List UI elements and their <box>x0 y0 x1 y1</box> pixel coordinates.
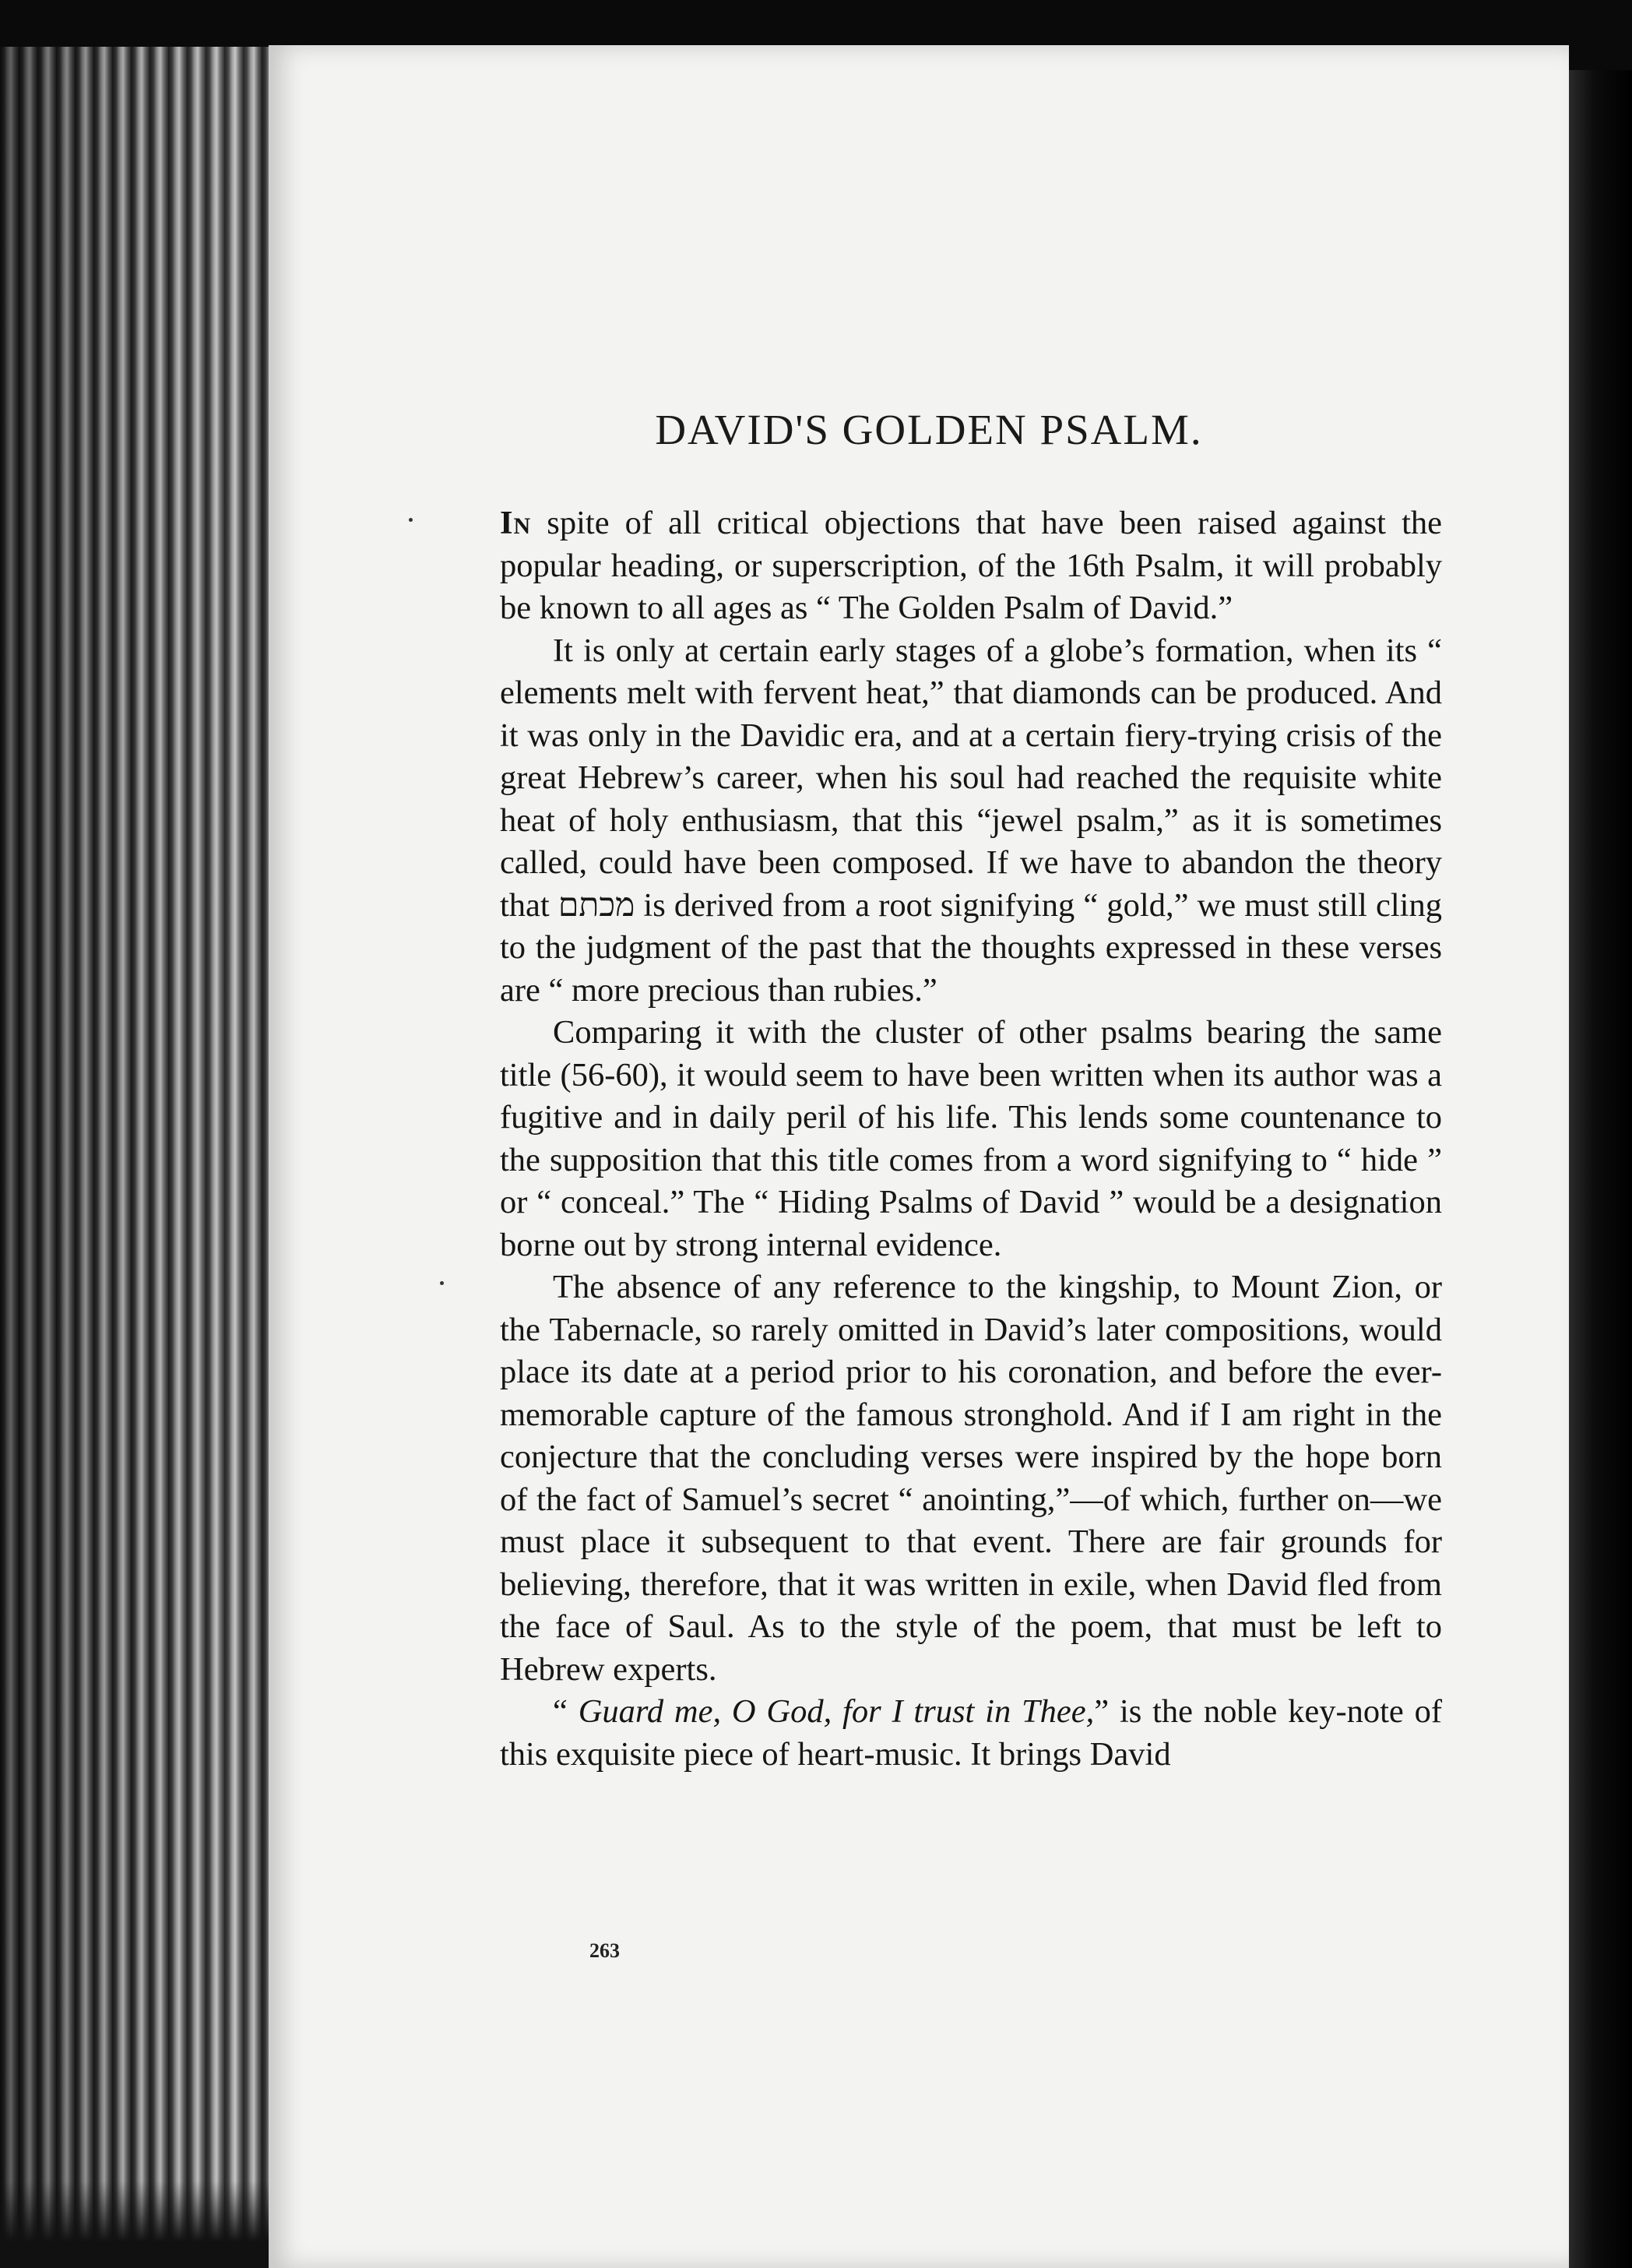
book-edge-shadow <box>0 2181 269 2268</box>
drop-cap: In <box>500 505 532 541</box>
body-text <box>500 502 1442 1776</box>
page-number: 263 <box>589 1939 620 1962</box>
paragraph-2: It is only at certain early stages of a globe’s formation, when its “ elements melt with fervent heat,” that diamonds can be produced. And it was only in the Davidic era, and at a certain fiery-trying crisis of the great Hebrew’s career, when his soul had reached the requisite white heat of holy enthusiasm, that this “jewel psalm,” as it is sometimes called, could have been composed. If we have to abandon the theory that מכתם is derived from a root signifying “ gold,” we must still cling to the judgment of the past that the thoughts expressed in these verses are “ more precious than rubies.” <box>500 632 1442 1009</box>
book-page-edges <box>0 47 269 2268</box>
quoted-verse: Guard me, O God, for I trust in Thee, <box>578 1693 1095 1730</box>
page-title: DAVID'S GOLDEN PSALM. <box>655 406 1203 453</box>
facing-page-edge <box>1569 70 1632 2268</box>
paragraph-4: The absence of any reference to the kingship, to Mount Zion, or the Tabernacle, so rarely omitted in David’s later compositions, would place its date at a period prior to his coronation, and before the ever-memorable capture of the famous stronghold. And if I am right in the conjecture that the concluding verses were inspired by the hope born of the fact of Samuel’s secret “ anointing,”—of which, further on—we must place it subsequent to that event. There are fair grounds for believing, therefore, that it was written in exile, when David fled from the face of Saul. As to the style of the poem, that must be left to Hebrew experts. <box>500 1269 1442 1688</box>
paper-speck <box>440 1281 444 1285</box>
paper-speck <box>409 518 413 522</box>
paragraph-5: “ Guard me, O God, for I trust in Thee,” is the noble key-note of this exquisite piece of heart-music. It brings David <box>500 1693 1442 1773</box>
paragraph-1: In spite of all critical objections that have been raised against the popular heading, or superscription, of the 16th Psalm, it will probably be known to all ages as “ The Golden Psalm of David.” <box>500 505 1442 626</box>
paragraph-3: Comparing it with the cluster of other psalms bearing the same title (56-60), it would seem to have been written when its author was a fugitive and in daily peril of his life. This lends some countenance to the supposition that this title comes from a word signifying to “ hide ” or “ conceal.” The “ Hiding Psalms of David ” would be a designation borne out by strong internal evidence. <box>500 1014 1442 1263</box>
